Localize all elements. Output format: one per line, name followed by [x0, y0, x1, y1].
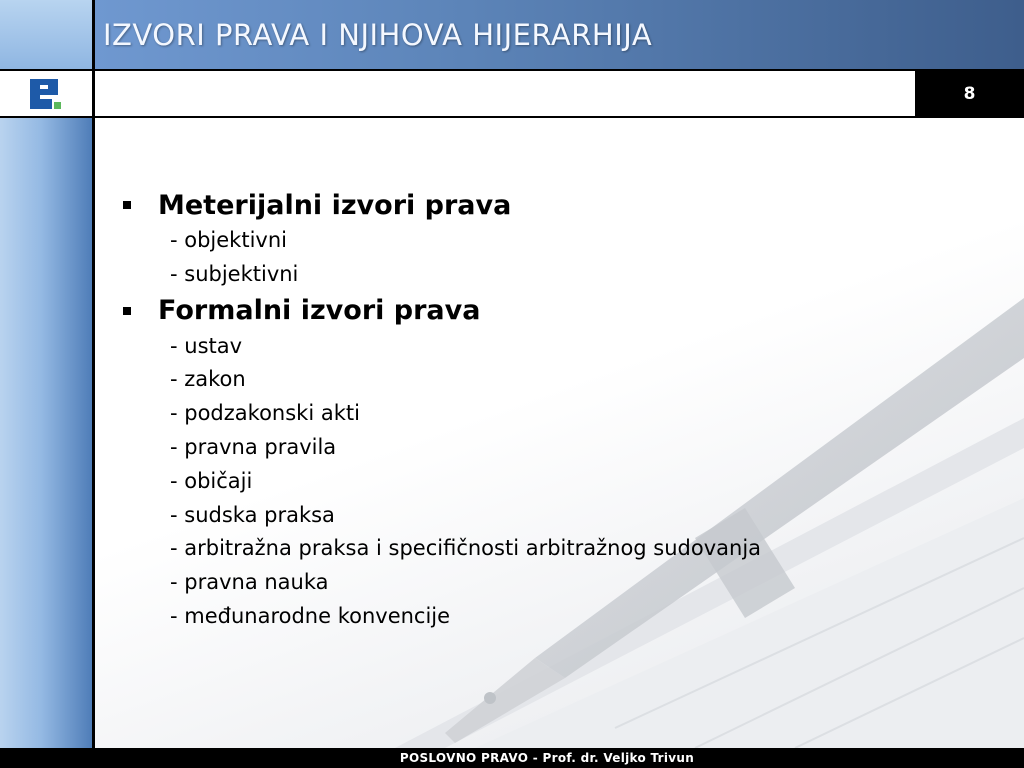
list-item: - sudska praksa [170, 502, 335, 527]
title-banner [95, 0, 1024, 69]
heading-text: Meterijalni izvori prava [158, 189, 512, 221]
page-number: 8 [963, 83, 976, 104]
sub-list [120, 330, 1000, 634]
list-item: - međunarodne konvencije [170, 603, 451, 628]
bullet-heading [120, 292, 1000, 330]
logo-cell [0, 71, 92, 116]
list-item: - podzakonski akti [170, 401, 360, 426]
bullet-heading [120, 186, 1000, 224]
footer-bar [0, 748, 1024, 768]
divider-line [92, 0, 95, 748]
section-formal [120, 292, 1000, 634]
slide-title: IZVORI PRAVA I NJIHOVA HIJERARHIJA [103, 18, 653, 52]
list-item: - subjektivni [170, 261, 299, 286]
list-item: - pravna nauka [170, 570, 329, 595]
sidebar-top-panel [0, 0, 92, 69]
section-material [120, 186, 1000, 292]
list-item: - ustav [170, 333, 243, 358]
heading-text: Formalni izvori prava [158, 295, 481, 327]
list-item: - zakon [170, 367, 246, 392]
list-item: - običaji [170, 468, 253, 493]
list-item: - arbitražna praksa i specifičnosti arbitražnog sudovanja [170, 536, 762, 561]
subheader-bar [95, 71, 915, 116]
footer-text: POSLOVNO PRAVO - Prof. dr. Veljko Trivun [399, 751, 695, 765]
e-logo-icon [28, 77, 64, 111]
content-list [120, 186, 1000, 634]
square-bullet-icon [123, 201, 131, 209]
page-number-box [915, 71, 1024, 116]
list-item: - objektivni [170, 228, 287, 252]
list-item: - pravna pravila [170, 434, 337, 459]
sub-list [120, 224, 1000, 292]
sidebar-body-panel [0, 118, 92, 748]
square-bullet-icon [123, 307, 131, 315]
